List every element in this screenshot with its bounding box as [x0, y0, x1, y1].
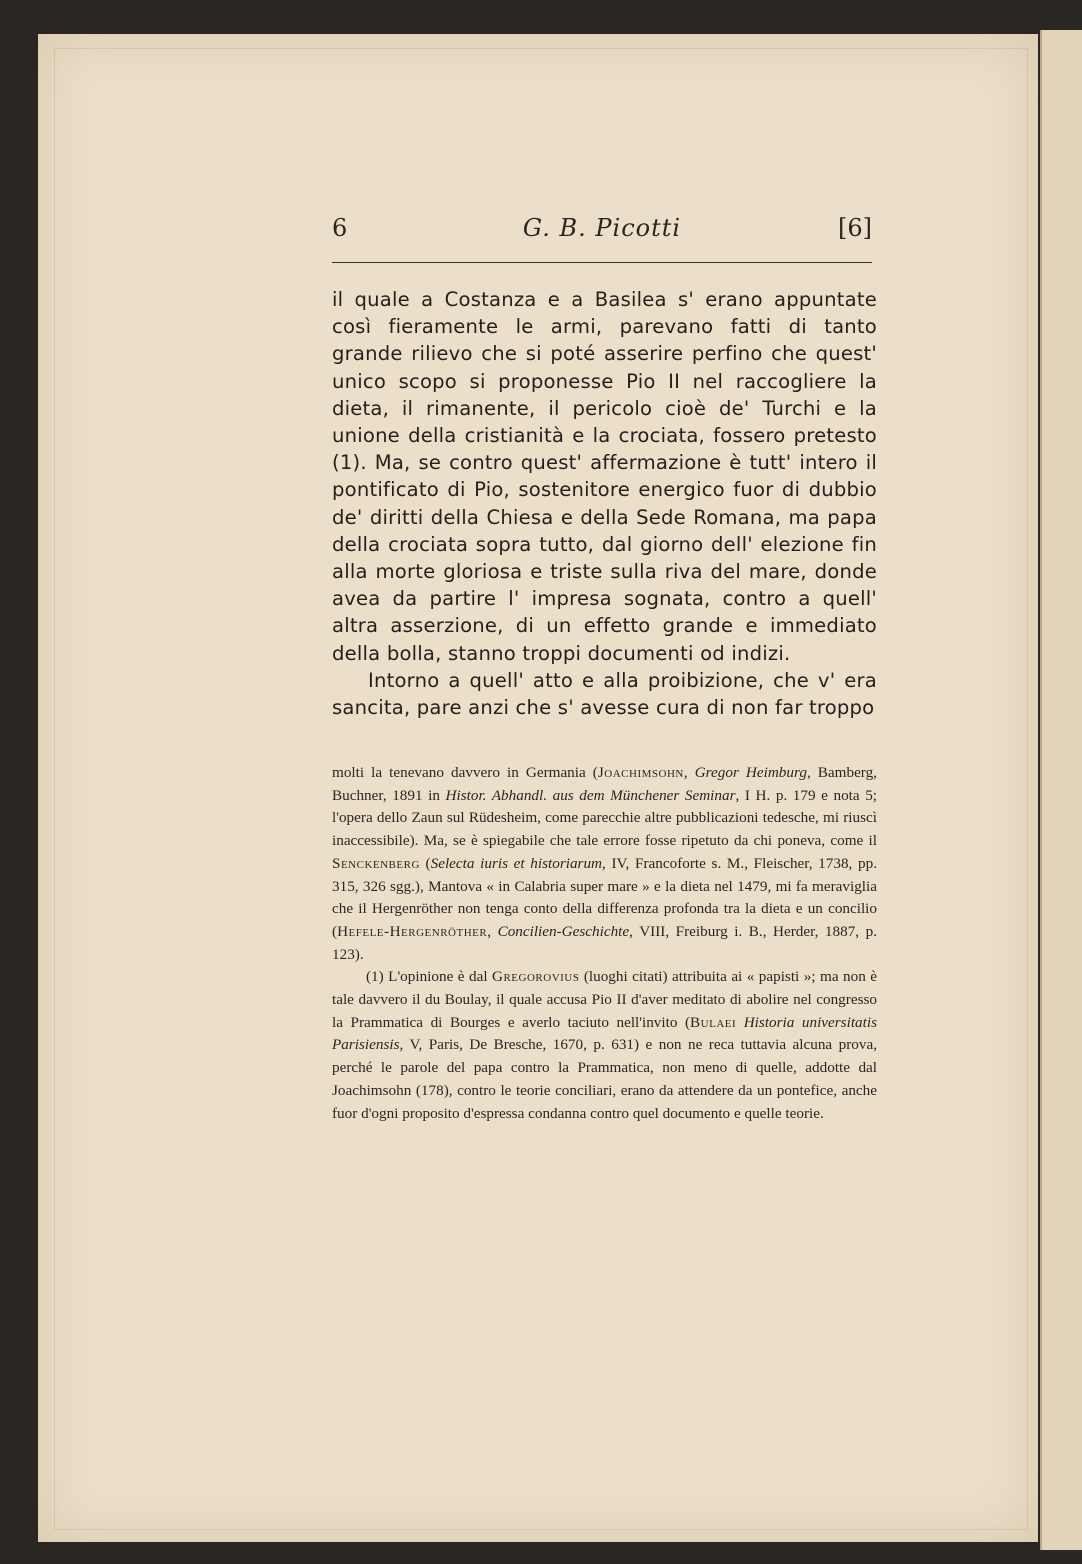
- bracket-page-number: [6]: [838, 214, 872, 242]
- footnotes: [332, 762, 877, 1125]
- footnote-1: (1) L'opinione è dal Gregorovius (luoghi citati) attribuita ai « papisti »; ma non è tale davvero il du Boulay, il quale accusa Pio II d'aver meditato di abolire nel congresso la Prammatica di Bourges e averlo taciuto nell'invito (Bulaei Historia universitatis Parisiensis, V, Paris, De Bresche, 1670, p. 631) e non ne reca tuttavia alcuna prova, perché le parole del papa contro la Prammatica, non meno di quelle, addotte dal Joachimsohn (178), contro le teorie conciliari, erano da attendere da un pontefice, anche fuor d'ogni proposito d'espressa condanna contro quel documento e quelle teorie.: [332, 968, 877, 1122]
- book-page: [38, 34, 1038, 1542]
- page-number: 6: [332, 214, 348, 242]
- running-header: [332, 214, 872, 254]
- body-paragraph-2: Intorno a quell' atto e alla proibizione, che v' era sancita, pare anzi che s' avesse cura di non far troppo: [332, 668, 877, 720]
- header-rule: [332, 262, 872, 263]
- main-text: [332, 286, 877, 721]
- adjacent-page-edge: [1040, 30, 1082, 1550]
- body-paragraph-1: il quale a Costanza e a Basilea s' erano appuntate così fieramente le armi, parevano fatti di tanto grande rilievo che si poté asserire perfino che quest' unico scopo si proponesse Pio II nel raccogliere la dieta, il rimanente, il pericolo cioè de' Turchi e la unione della cristianità e la crociata, fossero pretesto (1). Ma, se contro quest' affermazione è tutt' intero il pontificato di Pio, sostenitore energico fuor di dubbio de' diritti della Chiesa e della Sede Romana, ma papa della crociata sopra tutto, dal giorno dell' elezione fin alla morte gloriosa e triste sulla riva del mare, donde avea da partire l' impresa sognata, contro a quell' altra asserzione, di un effetto grande e immediato della bolla, stanno troppi documenti od indizi.: [332, 288, 877, 665]
- running-title: G. B. Picotti: [522, 214, 682, 242]
- footnote-continued: molti la tenevano davvero in Germania (Joachimsohn, Gregor Heimburg, Bamberg, Buchner, 1891 in Histor. Abhandl. aus dem Münchener Seminar, I H. p. 179 e nota 5; l'opera dello Zaun sul Rüdesheim, come parecchie altre pubblicazioni tedesche, mi riuscì inaccessibile). Ma, se è spiegabile che tale errore fosse ripetuto da chi poneva, come il Senckenberg (Selecta iuris et historiarum, IV, Francoforte s. M., Fleischer, 1738, pp. 315, 326 sgg.), Mantova « in Calabria super mare » e la dieta nel 1479, mi fa meraviglia che il Hergenröther non tenga conto della differenza profonda tra la dieta e un concilio (Hefele-Hergenröther, Concilien-Geschichte, VIII, Freiburg i. B., Herder, 1887, p. 123).: [332, 764, 878, 963]
